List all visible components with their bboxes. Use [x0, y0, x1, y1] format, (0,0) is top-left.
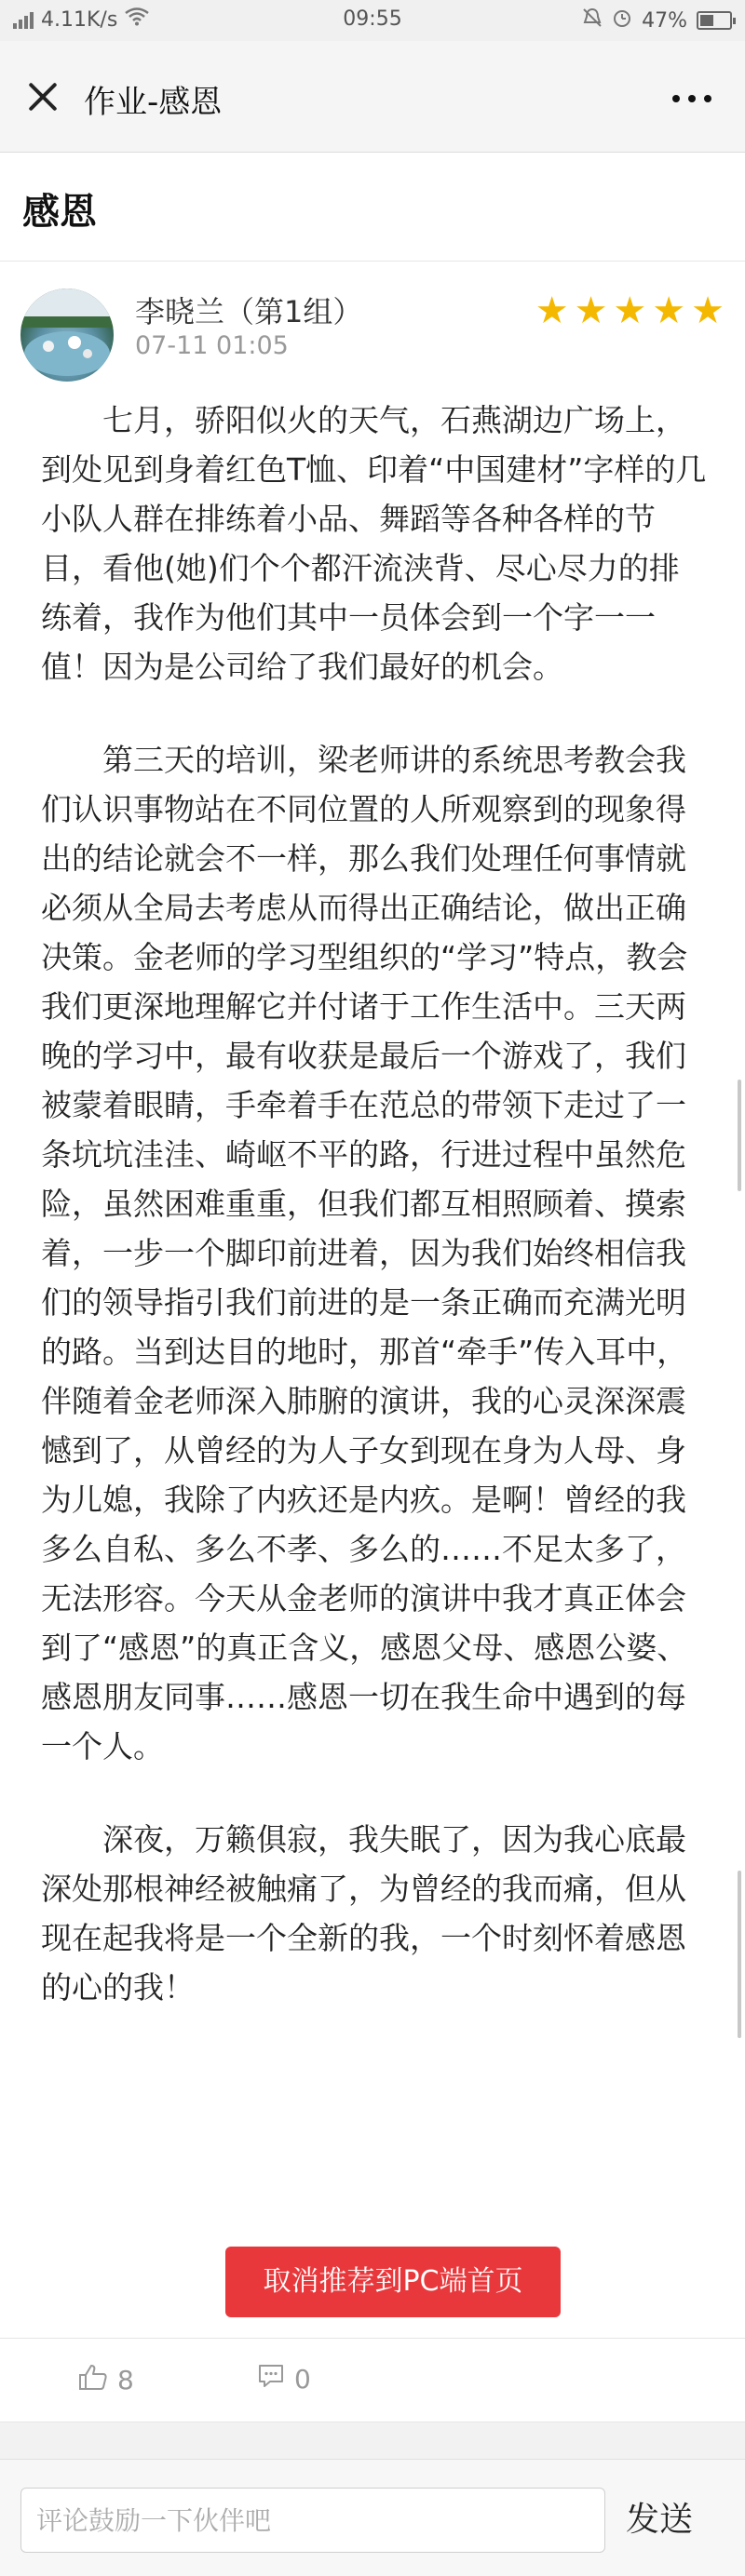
- status-bar: [0, 0, 745, 41]
- network-speed: 4.11K/s: [41, 7, 118, 32]
- alarm-icon: [612, 7, 632, 34]
- like-count: 8: [117, 2365, 134, 2395]
- scrollbar[interactable]: [738, 1080, 741, 1191]
- star-icon: ★: [691, 289, 725, 332]
- post-content: [41, 396, 708, 2056]
- paragraph: 第三天的培训，梁老师讲的系统思考教会我们认识事物站在不同位置的人所观察到的现象得出的结论就会不一样，那么我们处理任何事情就必须从全局去考虑从而得出正确结论，做出正确决策。金老师的学习型组织的“学习”特点，教会我们更深地理解它并付诸于工作生活中。三天两晚的学习中，最有收获是最后一个游戏了，我们被蒙着眼睛，手牵着手在范总的带领下走过了一条坑坑洼洼、崎岖不平的路，行进过程中虽然危险，虽然困难重重，但我们都互相照顾着、摸索着，一步一个脚印前进着，因为我们始终相信我们的领导指引我们前进的是一条正确而充满光明的路。当到达目的地时，那首“牵手”传入耳中，伴随着金老师深入肺腑的演讲，我的心灵深深震憾到了，从曾经的为人子女到现在身为人母、身为儿媳，我除了内疚还是内疚。是啊！曾经的我多么自私、多么不孝、多么的……不足太多了，无法形容。今天从金老师的演讲中我才真正体会到了“感恩”的真正含义，感恩父母、感恩公婆、感恩朋友同事……感恩一切在我生命中遇到的每一个人。: [41, 742, 688, 1764]
- close-icon[interactable]: [24, 78, 61, 115]
- post-time: 07-11 01:05: [135, 331, 289, 360]
- scrollbar[interactable]: [738, 1871, 741, 2038]
- battery-percent: 47%: [642, 8, 687, 33]
- send-button[interactable]: 发送: [626, 2501, 694, 2539]
- star-icon: ★: [535, 289, 569, 332]
- battery-icon: [697, 11, 732, 30]
- post-actions: [0, 2338, 745, 2422]
- more-icon[interactable]: [672, 95, 711, 102]
- page-title: 作业-感恩: [84, 84, 223, 121]
- author-name: 李晓兰（第1组）: [135, 294, 363, 329]
- comment-input[interactable]: [20, 2488, 605, 2553]
- paragraph: 七月，骄阳似火的天气，石燕湖边广场上，到处见到身着红色T恤、印着“中国建材”字样的几小队人群在排练着小品、舞蹈等各种各样的节目，看他(她)们个个都汗流浃背、尽心尽力的排练着，我作为他们其中一员体会到一个字一一值！因为是公司给了我们最好的机会。: [41, 402, 707, 685]
- avatar[interactable]: [20, 288, 114, 382]
- comment-button[interactable]: [257, 2363, 311, 2395]
- comment-bar: [0, 2459, 745, 2576]
- comment-count: 0: [294, 2364, 311, 2395]
- star-icon: ★: [574, 289, 608, 332]
- comment-icon: [257, 2363, 285, 2395]
- rating-stars: [535, 289, 725, 332]
- mute-icon: [582, 7, 603, 34]
- divider: [0, 261, 745, 262]
- section-gap: [0, 2422, 745, 2459]
- post-title: 感恩: [22, 191, 97, 234]
- star-icon: ★: [613, 289, 647, 332]
- clock: 09:55: [343, 7, 402, 31]
- like-button[interactable]: [78, 2363, 134, 2397]
- cancel-recommend-button[interactable]: 取消推荐到PC端首页: [225, 2247, 561, 2317]
- star-icon: ★: [652, 289, 686, 332]
- paragraph: 深夜，万籁俱寂，我失眠了，因为我心底最深处那根神经被触痛了，为曾经的我而痛，但从现在起我将是一个全新的我，一个时刻怀着感恩的心的我！: [41, 1821, 686, 2006]
- thumbs-up-icon: [78, 2363, 108, 2397]
- nav-bar: [0, 41, 745, 153]
